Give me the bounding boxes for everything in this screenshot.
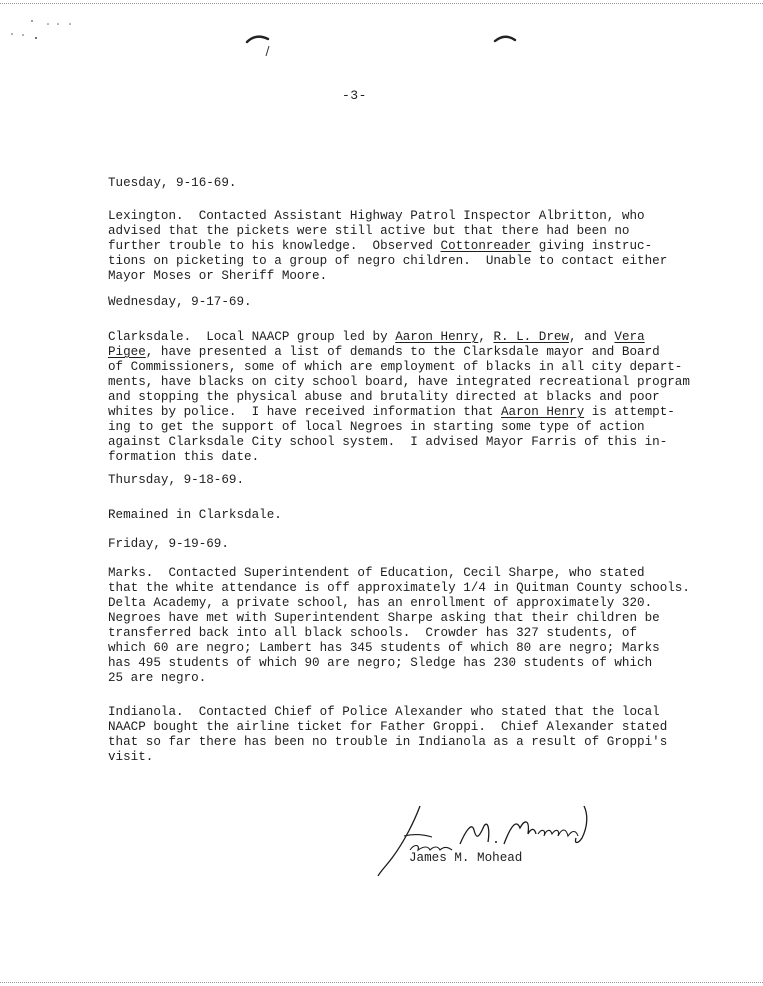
text-line <box>108 375 690 390</box>
text-segment: giving instruc- <box>531 239 653 253</box>
punch-hole-mark-left <box>244 30 278 58</box>
text-segment: and stopping the physical abuse and brutality directed at blacks and poor <box>108 390 660 404</box>
text-segment: , have presented a list of demands to the Clarksdale mayor and Board <box>145 345 660 359</box>
underlined-name: Vera <box>614 330 645 344</box>
punch-hole-mark-right <box>492 30 520 50</box>
text-segment: NAACP bought the airline ticket for Father Groppi. Chief Alexander stated <box>108 720 668 734</box>
text-line <box>108 209 667 224</box>
text-segment: Indianola. Contacted Chief of Police Alexander who stated that the local <box>108 705 660 719</box>
underlined-name: Cottonreader <box>440 239 532 253</box>
text-segment: that the white attendance is off approximately 1/4 in Quitman County schools. <box>108 581 690 595</box>
text-line <box>108 720 667 735</box>
text-segment: , <box>478 330 494 344</box>
text-segment: against Clarksdale City school system. I advised Mayor Farris of this in- <box>108 435 668 449</box>
text-segment: that so far there has been no trouble in Indianola as a result of Groppi's <box>108 735 668 749</box>
text-line <box>108 435 690 450</box>
text-segment: of Commissioners, some of which are employment of blacks in all city depart- <box>108 360 683 374</box>
underlined-name: Pigee <box>108 345 146 359</box>
entry-paragraph <box>108 508 282 523</box>
text-line <box>108 420 690 435</box>
text-segment: has 495 students of which 90 are negro; Sledge has 230 students of which <box>108 656 653 670</box>
underlined-name: Aaron Henry <box>395 330 479 344</box>
text-line <box>108 269 667 284</box>
text-line <box>108 581 690 596</box>
entry-paragraph <box>108 330 690 465</box>
text-line <box>108 750 667 765</box>
entry-paragraph <box>108 209 667 284</box>
text-line <box>108 405 690 420</box>
text-line <box>108 705 667 720</box>
text-line <box>108 345 690 360</box>
text-line <box>108 239 667 254</box>
text-segment: Marks. Contacted Superintendent of Education, Cecil Sharpe, who stated <box>108 566 645 580</box>
text-line <box>108 611 690 626</box>
text-segment: advised that the pickets were still active but that there had been no <box>108 224 630 238</box>
text-segment: ments, have blacks on city school board, have integrated recreational program <box>108 375 690 389</box>
text-segment: 25 are negro. <box>108 671 207 685</box>
text-segment: further trouble to his knowledge. Observed <box>108 239 441 253</box>
bottom-edge-dotted-line <box>0 982 763 983</box>
text-line <box>108 254 667 269</box>
text-line <box>108 390 690 405</box>
text-line <box>108 735 667 750</box>
text-segment: whites by police. I have received information that <box>108 405 501 419</box>
text-segment: which 60 are negro; Lambert has 345 students of which 80 are negro; Marks <box>108 641 660 655</box>
scan-specks <box>0 0 80 45</box>
signer-name: James M. Mohead <box>409 851 523 865</box>
text-segment: transferred back into all black schools. Crowder has 327 students, of <box>108 626 638 640</box>
text-line <box>108 360 690 375</box>
underlined-name: R. L. Drew <box>493 330 570 344</box>
entry-date: Friday, 9-19-69. <box>108 537 229 551</box>
underlined-name: Aaron Henry <box>501 405 585 419</box>
top-edge-dotted-line <box>0 3 763 4</box>
text-line <box>108 626 690 641</box>
entry-date: Wednesday, 9-17-69. <box>108 295 252 309</box>
entry-date: Tuesday, 9-16-69. <box>108 176 237 190</box>
entry-paragraph <box>108 566 690 686</box>
entry-paragraph <box>108 705 667 765</box>
text-line <box>108 656 690 671</box>
text-segment: Lexington. Contacted Assistant Highway Patrol Inspector Albritton, who <box>108 209 645 223</box>
text-line <box>108 224 667 239</box>
text-line <box>108 450 690 465</box>
text-line <box>108 330 690 345</box>
text-segment: ing to get the support of local Negroes in starting some type of action <box>108 420 645 434</box>
text-line <box>108 508 282 523</box>
text-segment: is attempt- <box>584 405 675 419</box>
page-number: -3- <box>342 88 367 103</box>
text-segment: Negroes have met with Superintendent Sharpe asking that their children be <box>108 611 660 625</box>
text-line <box>108 566 690 581</box>
text-segment: tions on picketing to a group of negro children. Unable to contact either <box>108 254 668 268</box>
text-segment: Clarksdale. Local NAACP group led by <box>108 330 396 344</box>
text-segment: Mayor Moses or Sheriff Moore. <box>108 269 328 283</box>
text-segment: Remained in Clarksdale. <box>108 508 282 522</box>
text-segment: visit. <box>108 750 154 764</box>
text-line <box>108 596 690 611</box>
text-segment: Delta Academy, a private school, has an enrollment of approximately 320. <box>108 596 653 610</box>
text-segment: , and <box>569 330 615 344</box>
handwritten-signature <box>374 800 604 880</box>
text-line <box>108 671 690 686</box>
entry-date: Thursday, 9-18-69. <box>108 473 245 487</box>
text-segment: formation this date. <box>108 450 260 464</box>
text-line <box>108 641 690 656</box>
